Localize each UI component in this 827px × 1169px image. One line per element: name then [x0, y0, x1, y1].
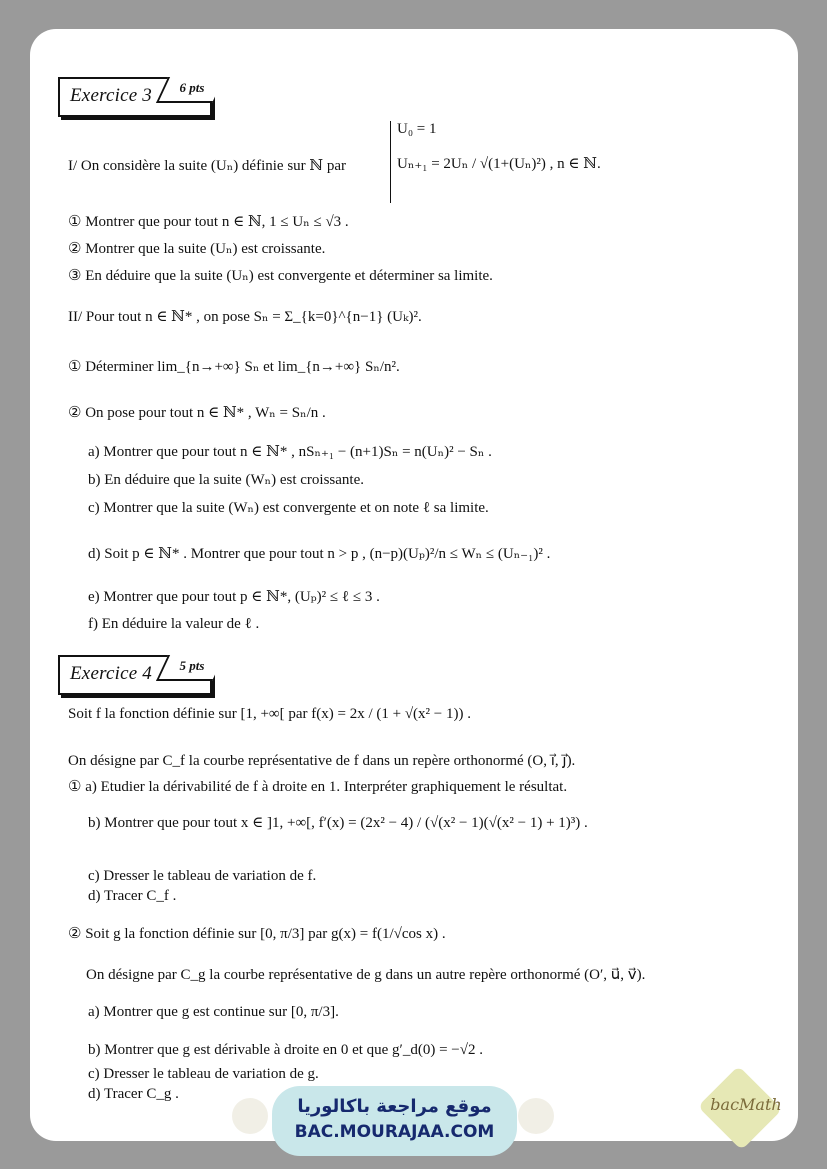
ex4-line: c) Dresser le tableau de variation de g.: [88, 1066, 319, 1082]
exercise-3-points: 6 pts: [179, 80, 205, 95]
ex3-system-brace: [390, 121, 601, 203]
ex3-line: I/ On considère la suite (Uₙ) définie sur ℕ par: [68, 158, 347, 174]
ex3-line: II/ Pour tout n ∈ ℕ* , on pose Sₙ = Σ_{k=0}^{n−1} (Uₖ)².: [68, 309, 422, 325]
ex4-line: On désigne par C_g la courbe représentative de g dans un autre repère orthonormé (O′, u⃗, v⃗).: [86, 967, 646, 983]
ex3-line: ① Montrer que pour tout n ∈ ℕ, 1 ≤ Uₙ ≤ √3 .: [68, 214, 349, 230]
exercise-4-points: 5 pts: [179, 658, 205, 673]
ex3-line: e) Montrer que pour tout p ∈ ℕ*, (Uₚ)² ≤ ℓ ≤ 3 .: [88, 589, 380, 605]
ex4-line: ① a) Etudier la dérivabilité de f à droite en 1. Interpréter graphiquement le résultat.: [68, 779, 568, 795]
ex3-line: f) En déduire la valeur de ℓ .: [88, 616, 260, 632]
ex4-line: ② Soit g la fonction définie sur [0, π/3] par g(x) = f(1/√cos x) .: [68, 926, 446, 942]
ex3-line: ② On pose pour tout n ∈ ℕ* , Wₙ = Sₙ/n .: [68, 405, 326, 421]
document-page: [30, 29, 798, 1141]
watermark-site-text: BAC.MOURAJAA.COM: [294, 1122, 495, 1142]
exercise-sheet: [30, 29, 798, 1141]
exercise-4-header: [58, 655, 212, 695]
ex4-line: d) Tracer C_f .: [88, 888, 177, 904]
ex4-line: a) Montrer que g est continue sur [0, π/3].: [88, 1004, 339, 1020]
ex3-line: b) En déduire que la suite (Wₙ) est croissante.: [88, 472, 364, 488]
ex3-line: a) Montrer que pour tout n ∈ ℕ* , nSₙ₊₁ − (n+1)Sₙ = n(Uₙ)² − Sₙ .: [88, 444, 492, 460]
ex3-line: ③ En déduire que la suite (Uₙ) est convergente et déterminer sa limite.: [68, 268, 493, 284]
watermark-badge: [272, 1086, 517, 1156]
ex4-line: b) Montrer que g est dérivable à droite en 0 et que g′_d(0) = −√2 .: [88, 1042, 483, 1058]
ex3-line: ② Montrer que la suite (Uₙ) est croissante.: [68, 241, 326, 257]
ex3-line: Uₙ₊₁ = 2Uₙ / √(1+(Uₙ)²) , n ∈ ℕ.: [397, 156, 601, 172]
bacmath-logo-text: bacMath: [710, 1095, 782, 1114]
ex3-line: d) Soit p ∈ ℕ* . Montrer que pour tout n > p , (n−p)(Uₚ)²/n ≤ Wₙ ≤ (Uₙ₋₁)² .: [88, 546, 551, 562]
ex4-line: b) Montrer que pour tout x ∈ ]1, +∞[, f′(x) = (2x² − 4) / (√(x² − 1)(√(x² − 1) + 1)³) .: [88, 815, 588, 831]
exercise-3-header: [58, 77, 212, 117]
exercise-3-points-tab: [156, 77, 224, 103]
ex4-line: c) Dresser le tableau de variation de f.: [88, 868, 317, 884]
exercise-4-title: Exercice 4: [70, 663, 152, 684]
exercise-4-points-tab: [156, 655, 224, 681]
ex4-line: Soit f la fonction définie sur [1, +∞[ par f(x) = 2x / (1 + √(x² − 1)) .: [68, 706, 472, 722]
ex3-line: ① Déterminer lim_{n→+∞} Sₙ et lim_{n→+∞} Sₙ/n².: [68, 359, 400, 375]
watermark-arabic-text: موقع مراجعة باكالوريا: [297, 1096, 492, 1117]
ex4-line: On désigne par C_f la courbe représentative de f dans un repère orthonormé (O, i⃗, j⃗).: [68, 753, 576, 769]
ex3-line: c) Montrer que la suite (Wₙ) est convergente et on note ℓ sa limite.: [88, 500, 489, 516]
left-watermark-logo: [232, 1098, 268, 1134]
ex3-line: U₀ = 1: [397, 121, 437, 137]
right-watermark-logo: [518, 1098, 554, 1134]
ex4-line: d) Tracer C_g .: [88, 1086, 179, 1102]
exercise-3-title: Exercice 3: [70, 85, 152, 106]
